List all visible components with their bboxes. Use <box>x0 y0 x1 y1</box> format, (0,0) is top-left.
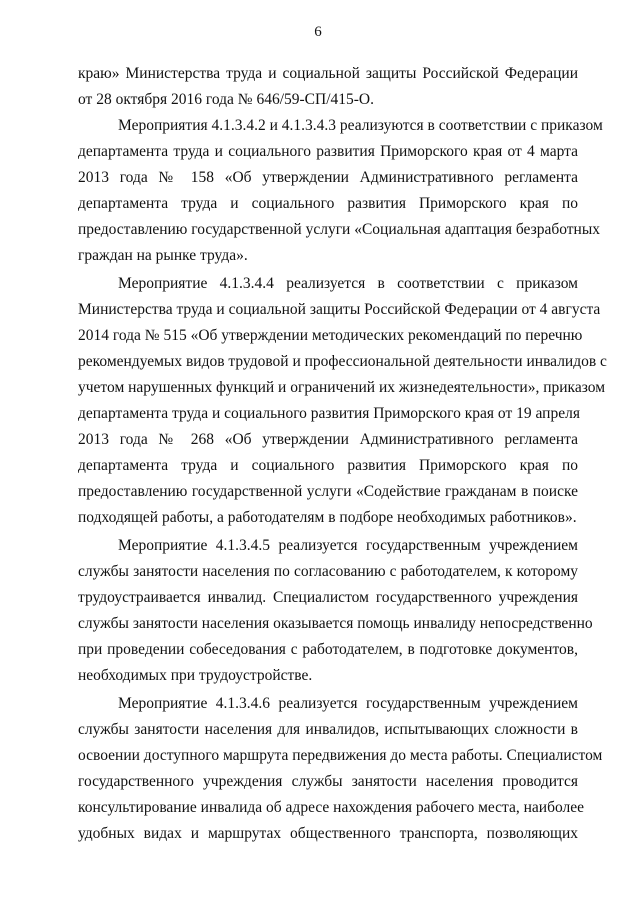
text-line-content: Мероприятие 4.1.3.4.5 реализуется государственным учреждением <box>118 537 578 554</box>
text-line <box>0 194 636 214</box>
text-line-content: освоении доступного маршрута передвижения до места работы. Специалистом <box>78 747 603 764</box>
text-line <box>0 90 636 110</box>
text-line-content: от 28 октября 2016 года № 646/59-СП/415-О. <box>78 91 374 108</box>
text-line <box>0 326 636 346</box>
text-line <box>0 772 636 792</box>
text-line-content: Мероприятия 4.1.3.4.2 и 4.1.3.4.3 реализуются в соответствии с приказом <box>118 117 603 134</box>
text-line-content: подходящей работы, а работодателям в подборе необходимых работников». <box>78 509 577 526</box>
text-line-content: предоставлению государственной услуги «Содействие гражданам в поиске <box>78 483 578 500</box>
text-line <box>0 720 636 740</box>
text-line-content: учетом нарушенных функций и ограничений их жизнедеятельности», приказом <box>78 379 606 396</box>
text-line <box>0 378 636 398</box>
text-line-content: службы занятости населения для инвалидов, испытывающих сложности в <box>78 721 578 738</box>
text-line <box>0 824 636 844</box>
text-line <box>0 142 636 162</box>
text-line-content: Министерства труда и социальной защиты Российской Федерации от 4 августа <box>78 301 601 318</box>
text-line-content: предоставлению государственной услуги «Социальная адаптация безработных <box>78 221 600 238</box>
text-line-content: 2014 года № 515 «Об утверждении методических рекомендаций по перечню <box>78 327 583 344</box>
text-line-content: краю» Министерства труда и социальной защиты Российской Федерации <box>78 65 578 82</box>
text-line-content: службы занятости населения оказывается помощь инвалиду непосредственно <box>78 615 593 632</box>
text-line-content: департамента труда и социального развития Приморского края от 4 марта <box>78 143 578 160</box>
page-number: 6 <box>314 24 322 40</box>
text-line <box>0 246 636 266</box>
text-line-content: консультирование инвалида об адресе нахождения рабочего места, наиболее <box>78 799 585 816</box>
text-line <box>0 562 636 582</box>
text-line <box>0 482 636 502</box>
text-line-content: 2013 года № 158 «Об утверждении Административного регламента <box>78 169 578 186</box>
text-line <box>0 694 636 714</box>
text-line <box>0 456 636 476</box>
text-line <box>0 746 636 766</box>
text-line-content: при проведении собеседования с работодателем, в подготовке документов, <box>78 641 578 658</box>
text-line-content: Мероприятие 4.1.3.4.6 реализуется государственным учреждением <box>118 695 578 712</box>
text-line <box>0 220 636 240</box>
text-line-content: 2013 года № 268 «Об утверждении Административного регламента <box>78 431 578 448</box>
text-line-content: рекомендуемых видов трудовой и профессиональной деятельности инвалидов с <box>78 353 607 370</box>
text-line-content: трудоустраивается инвалид. Специалистом государственного учреждения <box>78 589 578 606</box>
text-line <box>0 404 636 424</box>
text-line <box>0 666 636 686</box>
text-line-content: департамента труда и социального развития Приморского края по <box>78 195 578 212</box>
text-line <box>0 300 636 320</box>
text-line <box>0 536 636 556</box>
text-line-content: государственного учреждения службы занятости населения проводится <box>78 773 578 790</box>
text-line <box>0 168 636 188</box>
text-line-content: службы занятости населения по согласованию с работодателем, к которому <box>78 563 578 580</box>
text-line <box>0 640 636 660</box>
text-line <box>0 798 636 818</box>
text-line <box>0 614 636 634</box>
text-line-content: Мероприятие 4.1.3.4.4 реализуется в соответствии с приказом <box>118 275 578 292</box>
text-line <box>0 430 636 450</box>
text-line <box>0 64 636 84</box>
text-line <box>0 116 636 136</box>
text-line-content: граждан на рынке труда». <box>78 247 248 264</box>
text-line <box>0 508 636 528</box>
text-line <box>0 352 636 372</box>
text-line-content: департамента труда и социального развития Приморского края от 19 апреля <box>78 405 580 422</box>
text-line <box>0 274 636 294</box>
text-line-content: департамента труда и социального развития Приморского края по <box>78 457 578 474</box>
text-line-content: удобных видах и маршрутах общественного транспорта, позволяющих <box>78 825 578 842</box>
text-line-content: необходимых при трудоустройстве. <box>78 667 313 684</box>
text-line <box>0 588 636 608</box>
